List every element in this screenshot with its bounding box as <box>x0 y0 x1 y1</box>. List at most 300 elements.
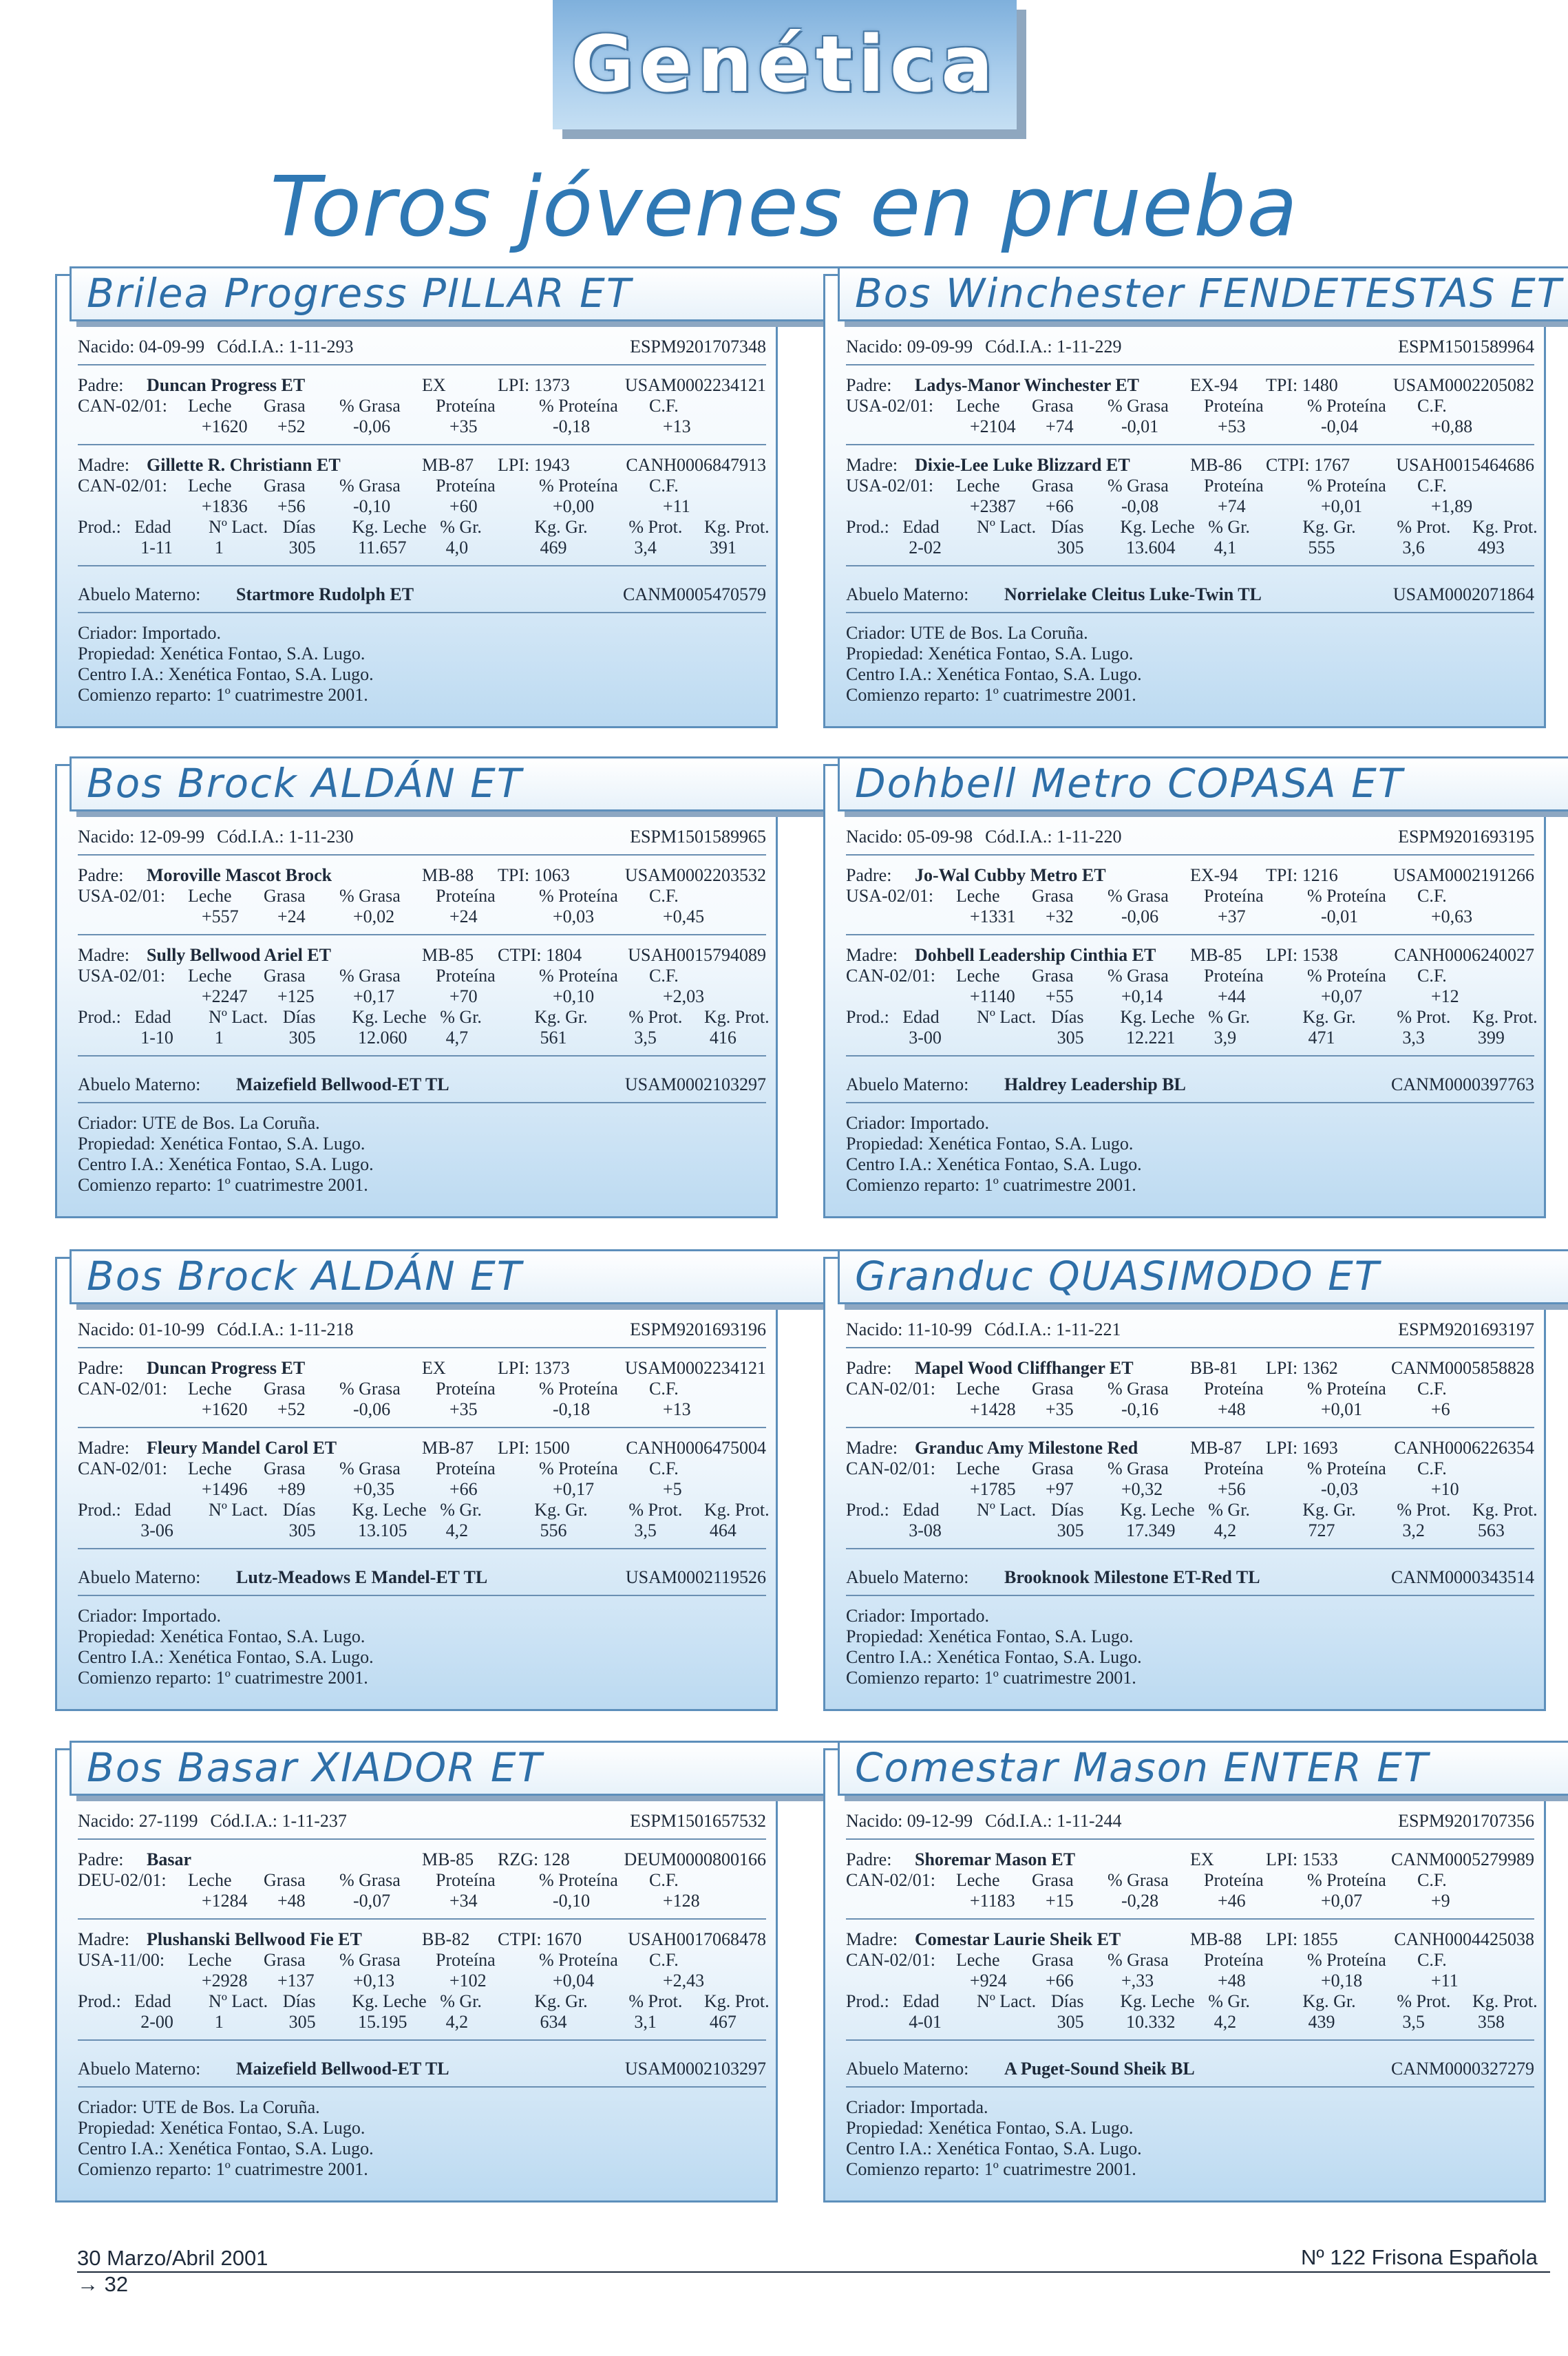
eval-value: +125 <box>277 986 315 1006</box>
bull-card <box>823 1253 1546 1711</box>
eval-value: +74 <box>1218 496 1246 516</box>
info-centro: Centro I.A.: Xenética Fontao, S.A. Lugo. <box>846 2139 1142 2158</box>
production-value: 2-02 <box>909 538 942 558</box>
padre-index: TPI: 1480 <box>1266 375 1338 395</box>
birth-date: Nacido: 09-09-99 <box>846 337 973 357</box>
eval-column-header: Grasa <box>1032 886 1074 906</box>
divider <box>78 1918 766 1920</box>
production-value: 3-06 <box>140 1520 173 1540</box>
eval-column-header: Grasa <box>264 1458 306 1478</box>
eval-column-header: Leche <box>956 1870 1000 1890</box>
maternal-grandsire-label: Abuelo Materno: <box>846 1074 969 1094</box>
madre-row <box>78 945 766 966</box>
madre-row <box>78 455 766 476</box>
production-label: Prod.: <box>78 1991 121 2011</box>
spacer <box>78 2050 766 2059</box>
eval-column-header: Proteína <box>436 1458 496 1478</box>
info-criador: Criador: UTE de Bos. La Coruña. <box>78 2097 320 2117</box>
production-column-header: Edad <box>902 1007 940 1027</box>
production-column-header: Kg. Gr. <box>534 1007 588 1027</box>
birth-date: Nacido: 05-09-98 <box>846 827 973 847</box>
info-comienzo: Comienzo reparto: 1º cuatrimestre 2001. <box>78 1175 368 1195</box>
info-criador: Criador: UTE de Bos. La Coruña. <box>846 623 1088 643</box>
spacer <box>846 1891 970 1911</box>
divider <box>78 1548 766 1549</box>
info-centro: Centro I.A.: Xenética Fontao, S.A. Lugo. <box>78 1154 374 1174</box>
eval-value: +74 <box>1046 416 1074 436</box>
padre-row <box>846 865 1534 886</box>
production-value <box>983 2012 1057 2033</box>
maternal-grandsire-registration: USAM0002103297 <box>624 1074 766 1094</box>
eval-column-header: Grasa <box>1032 966 1074 986</box>
production-value: 305 <box>1057 1520 1084 1540</box>
production-column-header: Días <box>282 1007 316 1027</box>
eval-value: -0,10 <box>553 1891 591 1911</box>
madre-eval-header <box>846 1458 1534 1479</box>
eval-column-header: Leche <box>956 476 1000 496</box>
divider <box>846 934 1534 935</box>
production-column-header: Edad <box>134 1991 171 2011</box>
eval-value: +2387 <box>970 496 1016 516</box>
eval-column-header: % Grasa <box>1108 476 1169 496</box>
eval-value: -0,01 <box>1321 906 1359 926</box>
bull-name: Comestar Mason ENTER ET <box>855 1744 1430 1791</box>
maternal-grandsire-registration: USAM0002119526 <box>625 1567 766 1587</box>
eval-value: +0,10 <box>553 986 595 1006</box>
info-centro: Centro I.A.: Xenética Fontao, S.A. Lugo. <box>78 1647 374 1667</box>
eval-value: +56 <box>1218 1479 1246 1499</box>
eval-column-header: Grasa <box>264 396 306 416</box>
madre-label: Madre: <box>846 1438 898 1458</box>
spacer <box>78 1028 140 1048</box>
bull-card-header <box>838 756 1568 811</box>
padre-label: Padre: <box>846 375 892 395</box>
eval-value: -0,18 <box>553 416 591 436</box>
eval-value: -0,28 <box>1121 1891 1159 1911</box>
info-propiedad: Propiedad: Xenética Fontao, S.A. Lugo. <box>846 644 1134 664</box>
eval-value: -0,04 <box>1321 416 1359 436</box>
page-title: Toros jóvenes en prueba <box>270 160 1298 255</box>
eval-column-header: % Grasa <box>1108 1950 1169 1970</box>
padre-eval-source: CAN-02/01: <box>846 1379 935 1399</box>
madre-eval-source: CAN-02/01: <box>846 1458 935 1478</box>
padre-label: Padre: <box>846 1358 892 1378</box>
ia-code: Cód.I.A.: 1-11-230 <box>217 827 354 847</box>
eval-value: +128 <box>663 1891 700 1911</box>
eval-value: +46 <box>1218 1891 1246 1911</box>
production-column-header: Kg. Gr. <box>1302 1991 1356 2011</box>
madre-index: LPI: 1693 <box>1266 1438 1338 1458</box>
eval-value: +557 <box>202 906 239 926</box>
spacer <box>78 1066 766 1074</box>
production-value: 1 <box>214 2012 224 2032</box>
bull-card-header <box>70 1249 854 1304</box>
info-centro: Centro I.A.: Xenética Fontao, S.A. Lugo. <box>846 1154 1142 1174</box>
production-column-header: Nº Lact. <box>209 517 268 537</box>
production-value: 399 <box>1477 1028 1505 1048</box>
eval-value: +2928 <box>202 1971 248 1991</box>
madre-eval-header <box>78 1950 766 1971</box>
production-column-header: Kg. Prot. <box>1472 1007 1538 1027</box>
eval-column-header: % Grasa <box>1108 1458 1169 1478</box>
production-values <box>78 2012 766 2033</box>
info-centro: Centro I.A.: Xenética Fontao, S.A. Lugo. <box>78 2139 374 2158</box>
production-header <box>78 1500 770 1520</box>
maternal-grandsire-row <box>846 2059 1534 2079</box>
spacer <box>78 416 202 437</box>
divider <box>78 2086 766 2088</box>
info-comienzo: Comienzo reparto: 1º cuatrimestre 2001. <box>846 685 1136 705</box>
production-column-header: Kg. Gr. <box>1302 1007 1356 1027</box>
eval-value: +1284 <box>202 1891 248 1911</box>
eval-column-header: % Proteína <box>1307 886 1386 906</box>
eval-value: +12 <box>1431 986 1459 1006</box>
madre-name: Fleury Mandel Carol ET <box>147 1438 337 1458</box>
production-value: 4,2 <box>445 1520 469 1540</box>
birth-date: Nacido: 11-10-99 <box>846 1319 973 1339</box>
maternal-grandsire-label: Abuelo Materno: <box>846 2059 969 2079</box>
birth-date: Nacido: 12-09-99 <box>78 827 205 847</box>
maternal-grandsire-row <box>846 584 1534 605</box>
production-column-header: Nº Lact. <box>977 1991 1037 2011</box>
eval-value: +0,88 <box>1431 416 1473 436</box>
divider <box>78 565 766 566</box>
production-label: Prod.: <box>846 1500 889 1520</box>
eval-value: +53 <box>1218 416 1246 436</box>
spacer <box>846 2050 1534 2059</box>
production-header <box>846 1007 1538 1028</box>
divider <box>846 1055 1534 1057</box>
eval-column-header: Leche <box>188 396 232 416</box>
eval-value: +1620 <box>202 416 248 436</box>
production-value: 305 <box>288 1028 316 1048</box>
production-label: Prod.: <box>78 1500 121 1520</box>
bull-card <box>55 760 778 1218</box>
madre-index: CTPI: 1804 <box>498 945 582 965</box>
eval-column-header: % Grasa <box>339 476 401 496</box>
eval-column-header: Leche <box>188 1379 232 1399</box>
production-value: 4,2 <box>445 2012 469 2032</box>
eval-value: +70 <box>449 986 478 1006</box>
padre-eval-values <box>846 416 1534 437</box>
production-column-header: Días <box>1050 1007 1084 1027</box>
padre-classification: EX-94 <box>1190 865 1238 885</box>
production-values <box>78 1028 766 1048</box>
maternal-grandsire-row <box>78 584 766 605</box>
production-column-header: % Prot. <box>1397 1500 1451 1520</box>
padre-eval-header <box>846 396 1534 416</box>
production-column-header: Kg. Leche <box>352 517 427 537</box>
production-column-header: Kg. Leche <box>352 1007 427 1027</box>
eval-column-header: Leche <box>956 1950 1000 1970</box>
production-column-header: Kg. Prot. <box>704 1007 770 1027</box>
madre-label: Madre: <box>846 1929 898 1949</box>
padre-classification: MB-88 <box>422 865 474 885</box>
eval-column-header: C.F. <box>649 1950 679 1970</box>
production-column-header: Kg. Gr. <box>534 1991 588 2011</box>
eval-value: +97 <box>1046 1479 1074 1499</box>
madre-registration: USAH0015464686 <box>1396 455 1534 475</box>
bull-card-body <box>78 1811 770 2180</box>
production-column-header: Días <box>282 1991 316 2011</box>
eval-column-header: Grasa <box>1032 476 1074 496</box>
info-propiedad: Propiedad: Xenética Fontao, S.A. Lugo. <box>78 1626 365 1646</box>
eval-column-header: C.F. <box>649 1458 679 1478</box>
birth-row <box>78 1319 766 1340</box>
maternal-grandsire-label: Abuelo Materno: <box>846 584 969 604</box>
birth-row <box>78 337 766 357</box>
production-header <box>846 1500 1538 1520</box>
madre-classification: MB-86 <box>1190 455 1242 475</box>
production-value: 3,9 <box>1214 1028 1237 1048</box>
bull-card-header <box>838 266 1568 321</box>
padre-eval-source: DEU-02/01: <box>78 1870 167 1890</box>
maternal-grandsire-label: Abuelo Materno: <box>78 1074 201 1094</box>
ia-code: Cód.I.A.: 1-11-229 <box>985 337 1122 357</box>
eval-column-header: Grasa <box>264 1950 306 1970</box>
divider <box>78 1102 766 1103</box>
bull-name: Brilea Progress PILLAR ET <box>87 270 633 317</box>
eval-value: +924 <box>970 1971 1007 1991</box>
divider <box>846 565 1534 566</box>
bull-card <box>55 1253 778 1711</box>
info-propiedad: Propiedad: Xenética Fontao, S.A. Lugo. <box>846 1134 1134 1154</box>
padre-name: Basar <box>147 1849 191 1869</box>
madre-classification: MB-85 <box>1190 945 1242 965</box>
eval-column-header: C.F. <box>649 396 679 416</box>
eval-column-header: Grasa <box>1032 1870 1074 1890</box>
padre-registration: USAM0002191266 <box>1392 865 1534 885</box>
production-value: 4,2 <box>1214 1520 1237 1540</box>
padre-registration: USAM0002234121 <box>624 1358 766 1378</box>
production-values <box>846 538 1534 558</box>
info-propiedad: Propiedad: Xenética Fontao, S.A. Lugo. <box>78 644 365 664</box>
divider <box>78 1427 766 1428</box>
padre-row <box>78 865 766 886</box>
madre-row <box>78 1929 766 1950</box>
bull-card-body <box>846 1319 1538 1688</box>
eval-value: +24 <box>277 906 306 926</box>
eval-column-header: Leche <box>188 1870 232 1890</box>
production-column-header: % Prot. <box>1397 1991 1451 2011</box>
production-column-header: Kg. Leche <box>352 1500 427 1520</box>
birth-row <box>846 827 1534 847</box>
registration-number: ESPM1501589965 <box>630 827 766 847</box>
padre-index: LPI: 1373 <box>498 375 570 395</box>
padre-name: Ladys-Manor Winchester ET <box>915 375 1140 395</box>
bull-card-header <box>70 266 854 321</box>
production-header <box>846 1991 1538 2012</box>
padre-row <box>846 375 1534 396</box>
production-value: 1-11 <box>140 538 173 558</box>
eval-value: +1331 <box>970 906 1016 926</box>
maternal-grandsire-registration: USAM0002071864 <box>1392 584 1534 604</box>
eval-column-header: Proteína <box>436 1379 496 1399</box>
maternal-grandsire-name: Lutz-Meadows E Mandel-ET TL <box>236 1567 488 1587</box>
ia-code: Cód.I.A.: 1-11-221 <box>984 1319 1121 1339</box>
eval-value: +2104 <box>970 416 1016 436</box>
maternal-grandsire-name: Startmore Rudolph ET <box>236 584 414 604</box>
birth-row <box>846 1811 1534 1832</box>
madre-eval-values <box>846 1479 1534 1500</box>
madre-row <box>846 455 1534 476</box>
divider <box>78 612 766 613</box>
madre-registration: CANH0006240027 <box>1394 945 1534 965</box>
footer-continue-link[interactable]: → 32 <box>77 2272 129 2296</box>
divider <box>78 2039 766 2041</box>
eval-value: +0,18 <box>1321 1971 1363 1991</box>
eval-column-header: % Grasa <box>1108 396 1169 416</box>
padre-eval-header <box>78 1379 766 1399</box>
registration-number: ESPM9201707348 <box>630 337 766 357</box>
maternal-grandsire-name: Haldrey Leadership BL <box>1004 1074 1186 1094</box>
info-criador: Criador: Importado. <box>846 1606 989 1626</box>
production-column-header: % Prot. <box>1397 517 1451 537</box>
maternal-grandsire-row <box>78 1074 766 1095</box>
eval-column-header: C.F. <box>1417 1870 1447 1890</box>
info-centro: Centro I.A.: Xenética Fontao, S.A. Lugo. <box>846 664 1142 684</box>
production-header <box>78 1007 770 1028</box>
maternal-grandsire-name: Maizefield Bellwood-ET TL <box>236 2059 449 2079</box>
eval-value: -0,06 <box>1121 906 1159 926</box>
padre-name: Jo-Wal Cubby Metro ET <box>915 865 1106 885</box>
maternal-grandsire-name: A Puget-Sound Sheik BL <box>1004 2059 1195 2079</box>
padre-eval-header <box>846 1379 1534 1399</box>
production-values <box>78 1520 766 1541</box>
production-column-header: Edad <box>134 517 171 537</box>
eval-value: +0,17 <box>553 1479 595 1499</box>
maternal-grandsire-registration: CANM0000327279 <box>1390 2059 1534 2079</box>
padre-eval-source: CAN-02/01: <box>78 1379 167 1399</box>
madre-eval-source: CAN-02/01: <box>78 1458 167 1478</box>
production-label: Prod.: <box>78 1007 121 1027</box>
eval-column-header: Grasa <box>264 886 306 906</box>
madre-label: Madre: <box>846 455 898 475</box>
madre-label: Madre: <box>78 945 130 965</box>
footer-rule <box>77 2271 1550 2273</box>
eval-column-header: % Proteína <box>539 396 618 416</box>
padre-index: LPI: 1373 <box>498 1358 570 1378</box>
padre-registration: USAM0002203532 <box>624 865 766 885</box>
production-value: 3,3 <box>1402 1028 1425 1048</box>
production-column-header: % Gr. <box>440 517 482 537</box>
production-value: 3-08 <box>909 1520 942 1540</box>
production-value: 17.349 <box>1125 1520 1176 1540</box>
info-comienzo: Comienzo reparto: 1º cuatrimestre 2001. <box>846 1668 1136 1688</box>
eval-value: +0,14 <box>1121 986 1163 1006</box>
eval-value: +0,01 <box>1321 1399 1363 1419</box>
production-value: 15.195 <box>357 2012 407 2032</box>
padre-index: LPI: 1533 <box>1266 1849 1338 1869</box>
production-value: 464 <box>709 1520 737 1540</box>
eval-column-header: % Grasa <box>339 1379 401 1399</box>
padre-row <box>846 1358 1534 1379</box>
spacer <box>846 1479 970 1500</box>
eval-column-header: Proteína <box>1204 1950 1264 1970</box>
production-value: 3,4 <box>634 538 657 558</box>
production-column-header: Nº Lact. <box>977 1500 1037 1520</box>
spacer <box>846 1520 909 1541</box>
maternal-grandsire-row <box>78 2059 766 2079</box>
production-value: 563 <box>1477 1520 1505 1540</box>
divider <box>78 1055 766 1057</box>
production-values <box>846 2012 1534 2033</box>
madre-eval-header <box>78 966 766 986</box>
production-value: 469 <box>540 538 567 558</box>
padre-eval-header <box>846 886 1534 906</box>
production-value: 3,5 <box>634 1028 657 1048</box>
production-value: 305 <box>1057 538 1084 558</box>
eval-column-header: Grasa <box>1032 1458 1074 1478</box>
maternal-grandsire-registration: CANM0005470579 <box>622 584 766 604</box>
eval-value: +55 <box>1046 986 1074 1006</box>
production-column-header: Edad <box>902 1991 940 2011</box>
production-column-header: Días <box>1050 517 1084 537</box>
production-value: 416 <box>709 1028 737 1048</box>
bull-card <box>823 1744 1546 2203</box>
padre-classification: EX-94 <box>1190 375 1238 395</box>
production-column-header: Edad <box>902 517 940 537</box>
production-value: 358 <box>1477 2012 1505 2032</box>
section-tab <box>553 0 1017 129</box>
maternal-grandsire-label: Abuelo Materno: <box>78 2059 201 2079</box>
eval-column-header: % Grasa <box>1108 966 1169 986</box>
eval-value: -0,10 <box>353 496 391 516</box>
divider <box>846 1918 1534 1920</box>
production-value: 555 <box>1308 538 1335 558</box>
eval-column-header: % Proteína <box>1307 966 1386 986</box>
eval-column-header: % Proteína <box>539 476 618 496</box>
padre-eval-values <box>78 1399 766 1420</box>
production-value: 305 <box>288 538 316 558</box>
bull-card <box>823 760 1546 1218</box>
production-value: 493 <box>1477 538 1505 558</box>
eval-column-header: Leche <box>956 396 1000 416</box>
eval-value: +89 <box>277 1479 306 1499</box>
bull-card-header <box>70 756 854 811</box>
production-column-header: Edad <box>134 1500 171 1520</box>
production-column-header: Kg. Gr. <box>534 1500 588 1520</box>
ia-code: Cód.I.A.: 1-11-244 <box>985 1811 1122 1831</box>
maternal-grandsire-registration: CANM0000397763 <box>1390 1074 1534 1094</box>
madre-classification: MB-87 <box>422 455 474 475</box>
spacer <box>78 538 140 558</box>
birth-row <box>846 1319 1534 1340</box>
eval-column-header: C.F. <box>1417 476 1447 496</box>
production-value: 4,2 <box>1214 2012 1237 2032</box>
madre-eval-values <box>78 1479 766 1500</box>
padre-name: Moroville Mascot Brock <box>147 865 332 885</box>
padre-label: Padre: <box>78 1849 124 1869</box>
eval-column-header: C.F. <box>1417 1950 1447 1970</box>
birth-row <box>846 337 1534 357</box>
divider <box>846 2039 1534 2041</box>
production-column-header: Kg. Gr. <box>534 517 588 537</box>
production-label: Prod.: <box>846 1991 889 2011</box>
madre-eval-header <box>846 966 1534 986</box>
eval-column-header: Proteína <box>436 1950 496 1970</box>
production-value <box>215 1520 289 1541</box>
eval-column-header: Proteína <box>1204 1379 1264 1399</box>
production-column-header: % Gr. <box>440 1500 482 1520</box>
production-value: 3,2 <box>1402 1520 1425 1540</box>
padre-registration: DEUM0000800166 <box>624 1849 766 1869</box>
eval-column-header: C.F. <box>1417 966 1447 986</box>
eval-value: +0,04 <box>553 1971 595 1991</box>
eval-column-header: Leche <box>188 886 232 906</box>
production-column-header: Días <box>1050 1500 1084 1520</box>
maternal-grandsire-row <box>846 1074 1534 1095</box>
